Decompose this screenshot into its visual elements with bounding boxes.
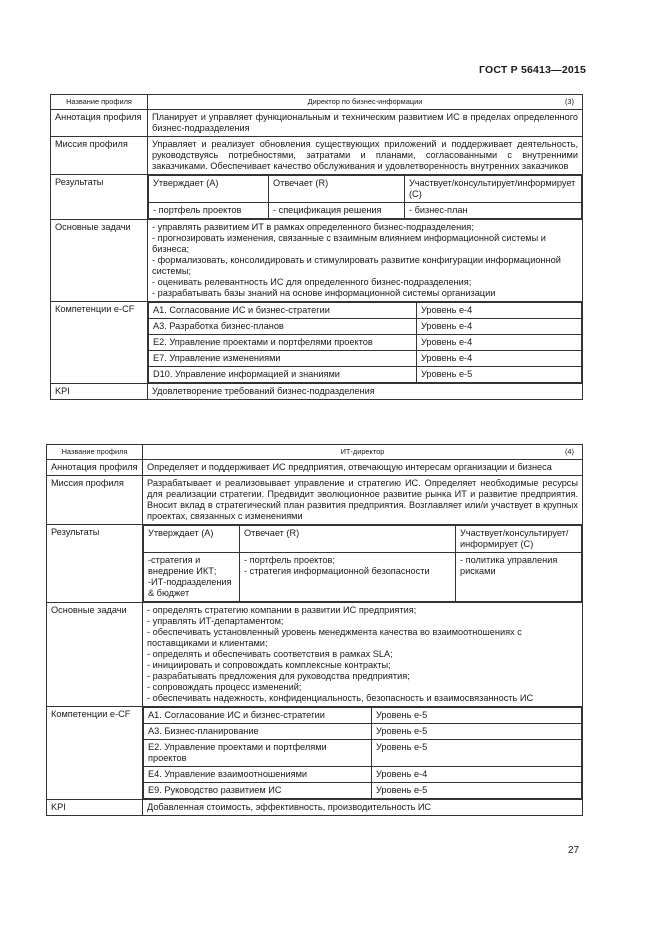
competence-level: Уровень е-4 — [417, 335, 582, 351]
results-val-responsible: - стратегия информационной безопасности — [244, 566, 430, 576]
profile-header-row — [51, 95, 583, 110]
competence-level: Уровень е-5 — [372, 724, 582, 740]
mission-text: Разрабатывает и реализовывает управление и стратегию ИС. Определяет необходимые ресурсы для реализации стратегии. Предвидит эволюционное развитие рынка ИТ и развитие предприятия. Вносит вклад в стратегический план развития предприятия. Возглавляет или/и участвует в крупных проектах, связанных с изменениями — [143, 476, 583, 525]
competence-level: Уровень е-4 — [417, 303, 582, 319]
results-label: Результаты — [47, 525, 143, 603]
profile-table-4 — [46, 444, 583, 816]
competence-name: А1. Согласование ИС и бизнес-стратегии — [144, 708, 372, 724]
task-item: - прогнозировать изменения, связанные с взаимным влиянием информационной системы и бизнеса; — [152, 233, 546, 254]
competence-item — [144, 708, 582, 724]
competences-row — [51, 302, 583, 384]
competence-level: Уровень е-4 — [372, 767, 582, 783]
task-item: - обеспечивать надежность, конфиденциальность, безопасность и взаимосвязанность ИС — [147, 693, 534, 703]
results-val-approves: -ИТ-подразделения & бюджет — [148, 577, 232, 598]
competence-level: Уровень е-5 — [372, 740, 582, 767]
results-head-responsible: Отвечает (R) — [240, 526, 456, 553]
standard-number: ГОСТ Р 56413—2015 — [478, 64, 586, 76]
annotation-text: Планирует и управляет функциональным и техническим развитием ИС в пределах определенного бизнес-подразделения — [148, 110, 583, 137]
competence-item — [149, 303, 582, 319]
profile-title: ИТ-директор — [340, 447, 385, 456]
task-item: - управлять развитием ИТ в рамках определенного бизнес-подразделения; — [152, 222, 474, 232]
competence-name: D10. Управление информацией и знаниями — [149, 367, 417, 383]
kpi-text: Удовлетворение требований бизнес-подразделения — [148, 384, 583, 400]
competence-item — [144, 783, 582, 799]
results-head-approves: Утверждает (А) — [144, 526, 240, 553]
results-head-consults: Участвует/консультирует/информирует (C) — [456, 526, 582, 553]
tasks-list — [143, 603, 583, 707]
competence-level: Уровень е-5 — [372, 783, 582, 799]
task-item: - формализовать, консолидировать и стимулировать развитие конфигурации информационной системы; — [152, 255, 561, 276]
tasks-row — [47, 603, 583, 707]
competence-level: Уровень е-4 — [417, 351, 582, 367]
annotation-row — [51, 110, 583, 137]
results-val-consults: - бизнес-план — [405, 203, 582, 219]
competence-item — [149, 335, 582, 351]
annotation-row — [47, 460, 583, 476]
results-head-responsible: Отвечает (R) — [269, 176, 405, 203]
mission-label: Миссия профиля — [47, 476, 143, 525]
annotation-text: Определяет и поддерживает ИС предприятия, отвечающую интересам организации и бизнеса — [143, 460, 583, 476]
mission-row — [47, 476, 583, 525]
kpi-row — [47, 800, 583, 816]
profile-number: (3) — [564, 97, 574, 106]
task-item: - разрабатывать базы знаний на основе информационной системы организации — [152, 288, 496, 298]
competence-level: Уровень е-4 — [417, 319, 582, 335]
page-number: 27 — [568, 845, 580, 856]
competence-name: Е9. Руководство развитием ИС — [144, 783, 372, 799]
competence-item — [149, 319, 582, 335]
competence-name: А1. Согласование ИС и бизнес-стратегии — [149, 303, 417, 319]
kpi-label: KPI — [47, 800, 143, 816]
competence-name: А3. Разработка бизнес-планов — [149, 319, 417, 335]
results-row — [47, 525, 583, 603]
mission-row — [51, 137, 583, 175]
tasks-row — [51, 220, 583, 302]
task-item: - определять и обеспечивать соответствия в рамках SLA; — [147, 649, 393, 659]
results-val-approves: - портфель проектов — [149, 203, 269, 219]
competence-item — [149, 367, 582, 383]
tasks-list — [148, 220, 583, 302]
profile-name-label: Название профиля — [51, 95, 148, 110]
results-head-approves: Утверждает (А) — [149, 176, 269, 203]
profile-name-label: Название профиля — [47, 445, 143, 460]
mission-text: Управляет и реализует обновления существующих приложений и поддерживает деятельность, руководствуясь потребностями, затратами и планами, согласованными с внутренними заказчиками. Обеспечивает качество обслуживания и удовлетворенность внутренних заказчиков — [148, 137, 583, 175]
competence-item — [144, 740, 582, 767]
tasks-label: Основные задачи — [51, 220, 148, 302]
profile-title: Директор по бизнес-информации — [307, 97, 423, 106]
task-item: - определять стратегию компании в развитии ИС предприятия; — [147, 605, 417, 615]
kpi-label: KPI — [51, 384, 148, 400]
results-val-consults: - политика управления рисками — [460, 555, 558, 576]
results-val-responsible: - спецификация решения — [269, 203, 405, 219]
competence-item — [144, 724, 582, 740]
task-item: - оценивать релевантность ИС для определенного бизнес-подразделения; — [152, 277, 472, 287]
tasks-label: Основные задачи — [47, 603, 143, 707]
kpi-row — [51, 384, 583, 400]
competence-name: Е2. Управление проектами и портфелями проектов — [149, 335, 417, 351]
results-label: Результаты — [51, 175, 148, 220]
task-item: - разрабатывать предложения для руководства предприятия; — [147, 671, 410, 681]
annotation-label: Аннотация профиля — [51, 110, 148, 137]
results-row — [51, 175, 583, 220]
competence-name: Е4. Управление взаимоотношениями — [144, 767, 372, 783]
competences-label: Компетенции е-CF — [47, 707, 143, 800]
profile-table-3 — [50, 94, 583, 400]
mission-label: Миссия профиля — [51, 137, 148, 175]
results-val-responsible: - портфель проектов; — [244, 555, 335, 565]
competences-row — [47, 707, 583, 800]
task-item: - сопровождать процесс изменений; — [147, 682, 302, 692]
competence-name: Е7. Управление изменениями — [149, 351, 417, 367]
results-head-consults: Участвует/консультирует/информирует (C) — [405, 176, 582, 203]
competence-name: А3. Бизнес-планирование — [144, 724, 372, 740]
task-item: - инициировать и сопровождать комплексные контракты; — [147, 660, 391, 670]
competence-level: Уровень е-5 — [417, 367, 582, 383]
competence-item — [149, 351, 582, 367]
task-item: - обеспечивать установленный уровень менеджмента качества во взаимоотношениях с поставщиками и клиентами; — [147, 627, 522, 648]
competence-item — [144, 767, 582, 783]
profile-number: (4) — [564, 447, 574, 456]
results-val-approves: -стратегия и внедрение ИКТ; — [148, 555, 217, 576]
kpi-text: Добавленная стоимость, эффективность, производительность ИС — [143, 800, 583, 816]
competences-label: Компетенции е-CF — [51, 302, 148, 384]
task-item: - управлять ИТ-департаментом; — [147, 616, 284, 626]
annotation-label: Аннотация профиля — [47, 460, 143, 476]
competence-level: Уровень е-5 — [372, 708, 582, 724]
profile-header-row — [47, 445, 583, 460]
competence-name: Е2. Управление проектами и портфелями проектов — [144, 740, 372, 767]
